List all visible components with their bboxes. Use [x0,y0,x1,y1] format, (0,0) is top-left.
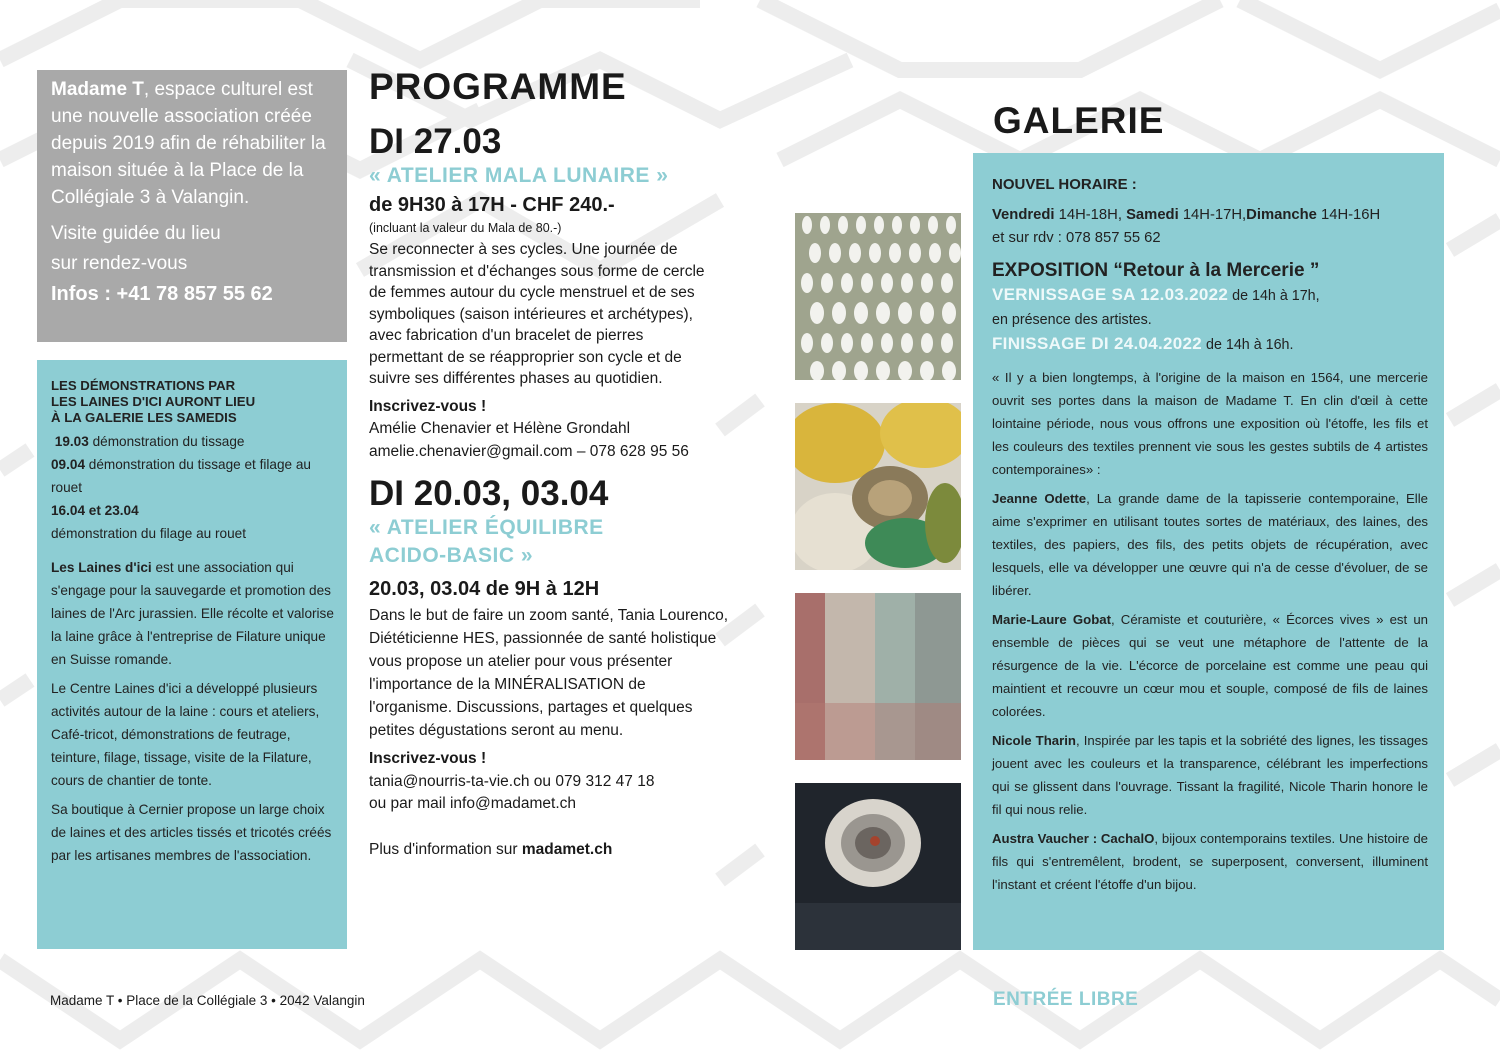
artist-paragraph: Austra Vaucher : CachalO, bijoux contemporains textiles. Une histoire de fils qui s'entremêlent, brodent, se superposent, conversent, illuminent l'instant et créent l'étoffe d'un bijou. [992,831,1428,892]
intro-text [51,76,337,211]
photo-yarn [795,403,961,570]
event1-description: Se reconnecter à ses cycles. Une journée de transmission et d'échanges sous forme de cercle de femmes autour du cycle menstruel et de ses symboliques (saison intérieures et archétypes), avec fabrication d'un bracelet de pierres permettant de se réapproprier son cycle et de suivre ses différentes phases au quotidien. [369,241,705,387]
demo-item: 16.04 et 23.04 démonstration du filage au rouet [51,503,246,541]
photo-textile-jewel [795,783,961,950]
artist-paragraph: Jeanne Odette, La grande dame de la tapisserie contemporaine, Elle aime s'exprimer en utilisant toutes sortes de matériaux, des laines, des textiles, des papiers, des fils, des petits objets de récupération, avec lesquels, elle va développer une œuvre qui n'a de cesse d'évoluer, de se libérer. [992,491,1428,598]
event1-date: DI 27.03 [369,122,502,161]
presence: en présence des artistes. [992,312,1152,328]
event1-contact-names: Amélie Chenavier et Hélène Grondahl [369,420,631,437]
demo-item: 09.04 démonstration du tissage et filage au rouet [51,457,311,495]
event1-register: Inscrivez-vous ! [369,397,487,415]
galerie-title: GALERIE [993,100,1165,141]
event2-description: Dans le but de faire un zoom santé, Tania Lourenco, Diététicienne HES, passionnée de santé holistique vous propose un atelier pour vous présenter l'importance de la MINÉRALISATION de l'organisme. Discussions, partages et quelques petites dégustations seront au menu. [369,607,729,739]
programme-column [369,66,769,860]
visit-line1: Visite guidée du lieu [51,223,221,244]
horaire-label: NOUVEL HORAIRE : [992,176,1137,193]
infos-phone: Infos : +41 78 857 55 62 [51,283,273,305]
assoc-paragraph: Les Laines d'ici est une association qui s'engage pour la sauvegarde et promotion des laines de l'Arc jurassien. Elle récolte et valorise la laine grâce à l'entreprise de Filature unique en Suisse romande. [51,560,334,667]
event2-date: DI 20.03, 03.04 [369,474,609,513]
vernissage: VERNISSAGE SA 12.03.2022 de 14h à 17h, [992,285,1320,304]
intro-description: , espace culturel est une nouvelle association créée depuis 2019 afin de réhabiliter la maison située à la Place de la Collégiale 3 à Valangin. [51,79,326,208]
intro-name: Madame T [51,79,144,100]
artist-paragraph: Marie-Laure Gobat, Céramiste et couturière, « Écorces vives » est un ensemble de pièces qui se veut une métaphore de l'attente de la résurgence de la vie. L'écorce de porcelaine est comme une peau qui maintient et recouvre un cœur mou et souple, composé de fils de laines colorées. [992,612,1428,719]
demo-heading: LES DÉMONSTRATIONS PAR LES LAINES D'ICI AURONT LIEU À LA GALERIE LES SAMEDIS [51,378,256,425]
visit-line2: sur rendez-vous [51,253,188,274]
footer-address: Madame T • Place de la Collégiale 3 • 2042 Valangin [50,993,365,1008]
event1-note: (incluant la valeur du Mala de 80.-) [369,221,562,235]
finissage: FINISSAGE DI 24.04.2022 de 14h à 16h. [992,334,1294,353]
demo-item: 19.03 démonstration du tissage [54,434,245,449]
exposition-title: EXPOSITION “Retour à la Mercerie ” [992,260,1320,281]
artist-paragraph: Nicole Tharin, Inspirée par les tapis et la sobriété des lignes, les tissages jouent avec les couleurs et la transparence, célébrant les imperfections qui se glissent dans l'ouvrage. Tissant la fragilité, Nicole Tharin honore le fil qui nous relie. [992,733,1428,817]
entree-libre: ENTRÉE LIBRE [993,989,1139,1010]
event2-time: 20.03, 03.04 de 9H à 12H [369,578,600,600]
expo-quote: « Il y a bien longtemps, à l'origine de la maison en 1564, une mercerie ouvrit ses portes dans la maison de Madame T. En clin d'œil à cette lointaine période, nous vous offrons une exposition où l'étoffe, les fils et les couleurs des textiles prennent vie sous les gestes subtils de 4 artistes contemporaines» : [992,370,1428,477]
programme-title: PROGRAMME [369,66,627,107]
demonstrations-box [37,360,347,949]
website-link[interactable]: madamet.ch [521,840,613,858]
event2-contact1[interactable]: tania@nourris-ta-vie.ch ou 079 312 47 18 [369,772,655,790]
event2-name-line1: « ATELIER ÉQUILIBRE [369,516,604,539]
event2-register: Inscrivez-vous ! [369,750,487,767]
photo-woven-textile [795,593,961,760]
event2-name-line2: ACIDO-BASIC » [369,544,534,567]
event1-contact-email[interactable]: amelie.chenavier@gmail.com – 078 628 95 56 [369,442,689,460]
shop-paragraph: Sa boutique à Cernier propose un large choix de laines et des articles tissés et tricotés créés par les artisanes membres de l'association. [51,802,332,863]
event1-name: « ATELIER MALA LUNAIRE » [369,164,669,187]
visit-info [51,219,337,310]
galerie-box [973,153,1444,950]
photo-weaving-pattern [795,213,961,380]
event1-time: de 9H30 à 17H - CHF 240.- [369,194,615,216]
centre-paragraph: Le Centre Laines d'ici a développé plusieurs activités autour de la laine : cours et ateliers, Café-tricot, démonstrations de feutrage, teinture, filage, tissage, visite de la Filature, cours de chantier de tonte. [51,681,320,788]
more-info: Plus d'information sur madamet.ch [369,840,613,858]
intro-box [37,70,347,342]
event2-contact2[interactable]: ou par mail info@madamet.ch [369,795,576,812]
opening-hours: Vendredi 14H-18H, Samedi 14H-17H,Dimanche 14H-16H et sur rdv : 078 857 55 62 [992,207,1381,246]
